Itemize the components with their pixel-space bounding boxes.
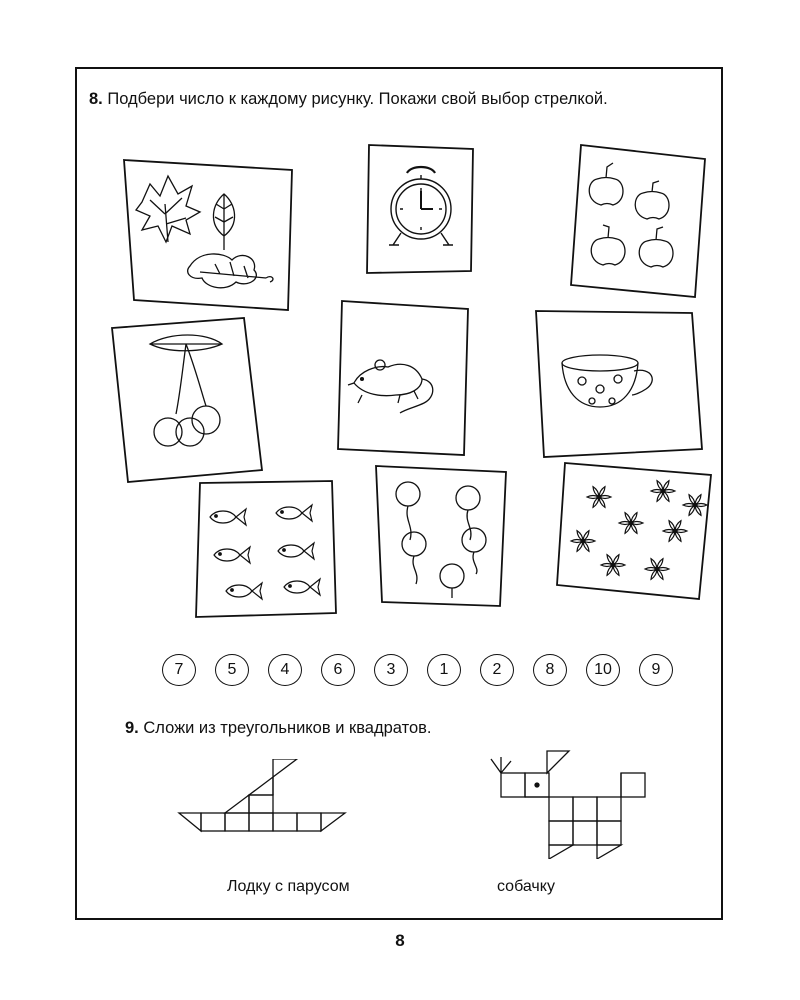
number-choice-circle[interactable]: 8	[533, 654, 567, 686]
number-choice-circle[interactable]: 3	[374, 654, 408, 686]
card-alarm-clock[interactable]	[363, 141, 479, 277]
task-9-instruction: Сложи из треугольников и квадратов.	[143, 719, 432, 737]
number-choice-circle[interactable]: 7	[162, 654, 196, 686]
card-balloons[interactable]	[374, 464, 508, 608]
cherry-icon	[110, 314, 264, 484]
number-choice-circle[interactable]: 1	[427, 654, 461, 686]
alarm-clock-icon	[363, 141, 479, 277]
card-teacup[interactable]	[534, 309, 704, 459]
card-mouse[interactable]	[336, 299, 472, 457]
card-flowers[interactable]	[555, 461, 713, 601]
dog-shapes-diagram	[487, 749, 657, 859]
number-choice-circle[interactable]: 9	[639, 654, 673, 686]
number-choice-circle[interactable]: 6	[321, 654, 355, 686]
fish-icon	[194, 479, 340, 619]
balloon-icon	[374, 464, 508, 608]
task-8-instruction: Подбери число к каждому рисунку. Покажи свой выбор стрелкой.	[107, 90, 608, 108]
number-choices	[162, 654, 672, 686]
task-9-number: 9.	[125, 719, 139, 737]
task-9-text	[125, 718, 432, 739]
teacup-icon	[534, 309, 704, 459]
boat-caption: Лодку с парусом	[227, 878, 350, 895]
dog-caption: собачку	[497, 878, 555, 895]
card-cherries[interactable]	[110, 314, 264, 484]
dog-figure	[487, 749, 657, 859]
mouse-icon	[336, 299, 472, 457]
page-number: 8	[395, 931, 405, 950]
number-choice-circle[interactable]: 10	[586, 654, 620, 686]
boat-figure	[177, 759, 357, 859]
boat-shapes-diagram	[177, 759, 357, 859]
number-choice-circle[interactable]: 5	[215, 654, 249, 686]
number-choice-circle[interactable]: 4	[268, 654, 302, 686]
apple-icon	[569, 141, 707, 299]
card-apples[interactable]	[569, 141, 707, 299]
card-leaves[interactable]	[120, 154, 300, 314]
task-8-number: 8.	[89, 90, 103, 108]
task-8-text	[89, 89, 709, 110]
leaf-icon	[120, 154, 300, 314]
flower-icon	[555, 461, 713, 601]
number-choice-circle[interactable]: 2	[480, 654, 514, 686]
worksheet-frame	[75, 67, 723, 920]
card-fish[interactable]	[194, 479, 340, 619]
